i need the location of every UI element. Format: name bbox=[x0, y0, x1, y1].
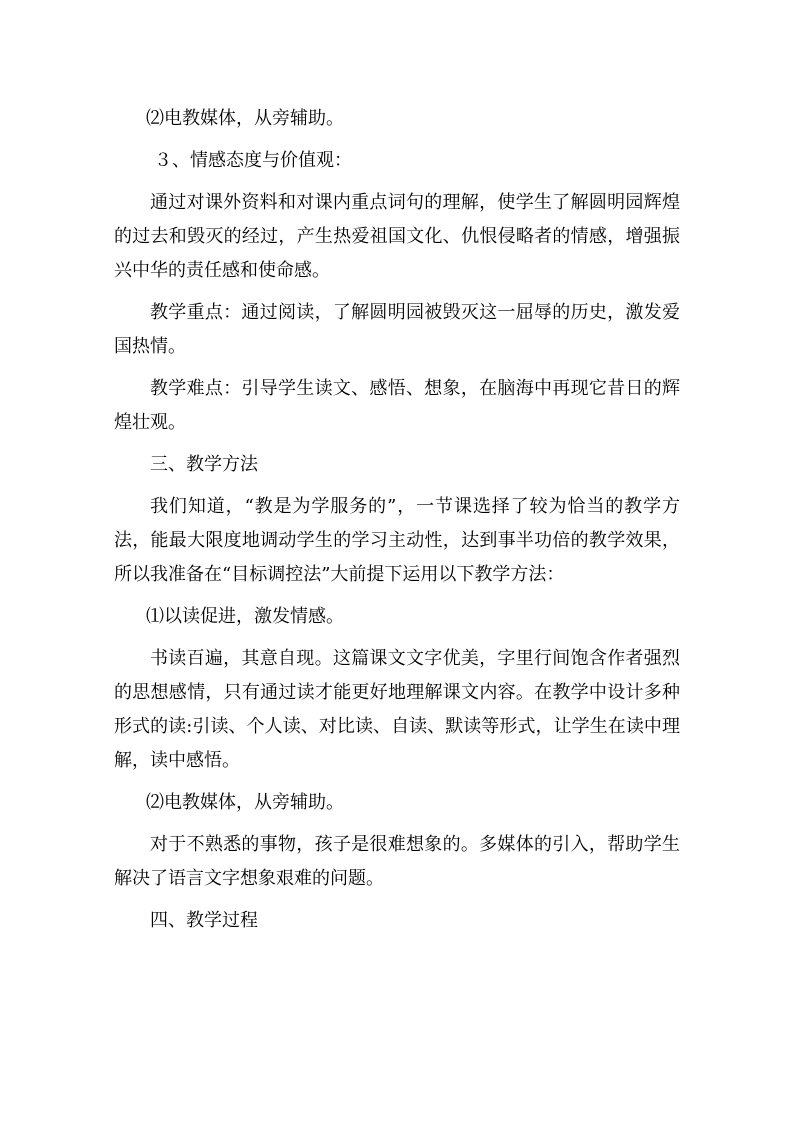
paragraph-emotion-goal: 通过对课外资料和对课内重点词句的理解，使学生了解圆明园辉煌的过去和毁灭的经过，产生热爱祖国文化、仇恨侵略者的情感，增强振兴中华的责任感和使命感。 bbox=[114, 192, 680, 281]
paragraph-methods-intro: 我们知道，“教是为学服务的”，一节课选择了较为恰当的教学方法，能最大限度地调动学生的学习主动性，达到事半功倍的教学效果，所以我准备在“目标调控法”大前提下运用以下教学方法： bbox=[114, 496, 680, 585]
item-electronic-media-2: ⑵电教媒体，从旁辅助。 bbox=[146, 792, 344, 813]
heading-teaching-methods: 三、教学方法 bbox=[150, 454, 258, 475]
heading-teaching-process: 四、教学过程 bbox=[150, 910, 258, 931]
item-electronic-media-1: ⑵电教媒体，从旁辅助。 bbox=[146, 108, 344, 129]
item-reading-method: ⑴以读促进，激发情感。 bbox=[146, 606, 344, 627]
paragraph-teaching-difficulty: 教学难点：引导学生读文、感悟、想象，在脑海中再现它昔日的辉煌壮观。 bbox=[114, 378, 680, 433]
paragraph-reading-method: 书读百遍，其意自现。这篇课文文字优美，字里行间饱含作者强烈的思想感情，只有通过读才能更好地理解课文内容。在教学中设计多种形式的读:引读、个人读、对比读、自读、默读等形式，让学生在读中理解，读中感悟。 bbox=[114, 648, 680, 771]
document-body bbox=[114, 102, 680, 946]
paragraph-multimedia: 对于不熟悉的事物，孩子是很难想象的。多媒体的引入，帮助学生解决了语言文字想象艰难的问题。 bbox=[114, 834, 680, 889]
subheading-emotion-attitude-values: ３、情感态度与价值观： bbox=[154, 150, 352, 171]
paragraph-teaching-focus: 教学重点：通过阅读，了解圆明园被毁灭这一屈辱的历史，激发爱国热情。 bbox=[114, 302, 680, 357]
